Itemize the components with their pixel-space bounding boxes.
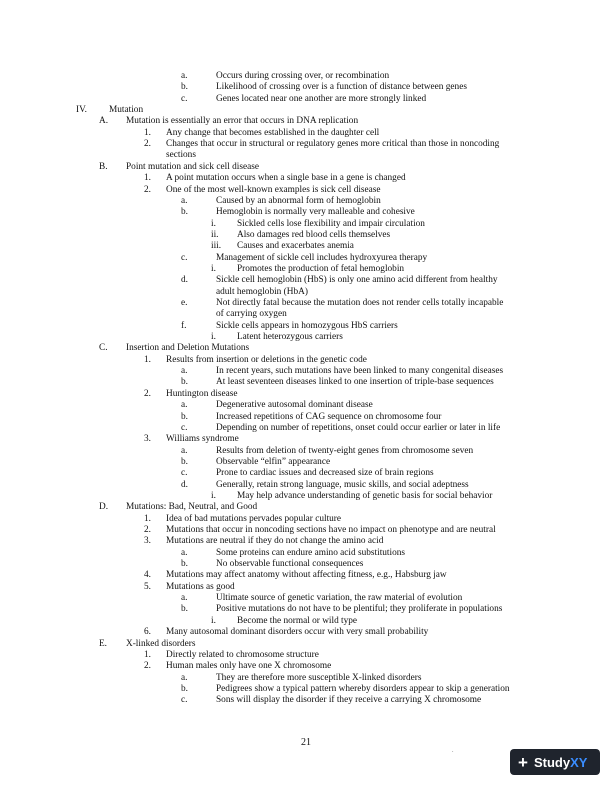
outline-marker: i. (211, 218, 216, 229)
outline-marker: e. (181, 298, 188, 308)
outline-marker: a. (181, 547, 188, 558)
outline-text: Results from insertion or deletions in the genetic code (166, 354, 367, 365)
outline-marker: 6. (144, 627, 151, 638)
outline-marker: a. (181, 445, 188, 456)
outline-text: adult hemoglobin (HbA) (216, 286, 308, 297)
outline-marker: 1. (144, 513, 151, 524)
outline-marker: c. (181, 93, 188, 104)
outline-text: Idea of bad mutations pervades popular culture (166, 513, 342, 524)
outline-marker: E. (99, 638, 108, 649)
outline-marker: 2. (144, 525, 151, 535)
outline-text: Human males only have one X chromosome (166, 661, 332, 672)
outline-marker: a. (181, 195, 188, 206)
outline-text: Pedigrees show a typical pattern whereby disorders appear to skip a generation (216, 683, 510, 694)
outline-text: Also damages red blood cells themselves (237, 229, 391, 240)
outline-marker: b. (181, 456, 188, 467)
outline-marker: 2. (144, 388, 151, 399)
outline-text: Positive mutations do not have to be plentiful; they proliferate in populations (216, 604, 503, 615)
outline-text: Become the normal or wild type (237, 615, 358, 626)
outline-text: Directly related to chromosome structure (166, 649, 319, 660)
outline-text: Increased repetitions of CAG sequence on chromosome four (216, 411, 442, 422)
outline-text: Ultimate source of genetic variation, the raw material of evolution (216, 593, 463, 604)
outline-text: May help advance understanding of genetic basis for social behavior (237, 490, 493, 501)
outline-text: Management of sickle cell includes hydroxyurea therapy (216, 252, 428, 263)
outline-text: Depending on number of repetitions, onset could occur earlier or later in life (216, 422, 501, 433)
outline-marker: f. (181, 320, 187, 331)
outline-marker: c. (181, 468, 188, 479)
brand-name-part1: Study (533, 754, 571, 770)
outline-text: Caused by an abnormal form of hemoglobin (216, 195, 381, 206)
outline-text: Mutations may affect anatomy without affecting fitness, e.g., Habsburg jaw (166, 570, 447, 581)
outline-text: Occurs during crossing over, or recombination (216, 71, 390, 81)
outline-text: A point mutation occurs when a single base in a gene is changed (166, 173, 406, 184)
outline-marker: 2. (144, 139, 151, 150)
outline-marker: A. (99, 116, 109, 127)
outline-marker: a. (181, 366, 188, 377)
outline-text: Point mutation and sick cell disease (126, 161, 259, 172)
outline-text: Mutations: Bad, Neutral, and Good (126, 502, 258, 513)
outline-text: Promotes the production of fetal hemoglobin (237, 263, 405, 274)
outline-marker: 2. (144, 184, 151, 195)
outline-marker: b. (181, 411, 188, 422)
outline-text: Changes that occur in structural or regulatory genes more critical than those in noncoding (166, 139, 500, 150)
outline-marker: 5. (144, 581, 151, 592)
outline-text: Degenerative autosomal dominant disease (216, 400, 373, 411)
outline-text: Williams syndrome (166, 434, 239, 445)
outline-text: Mutations are neutral if they do not change the amino acid (166, 536, 384, 547)
outline-text: Generally, retain strong language, music skills, and social adeptness (216, 479, 469, 490)
outline-text: Latent heterozygous carriers (237, 332, 343, 343)
outline-text: Likelihood of crossing over is a function of distance between genes (216, 82, 467, 93)
outline-text: Sickle cell hemoglobin (HbS) is only one amino acid different from healthy (216, 275, 498, 286)
outline-marker: a. (181, 593, 188, 604)
outline-text: of carrying oxygen (216, 309, 287, 320)
outline-marker: c. (181, 252, 188, 263)
outline-marker: 2. (144, 661, 151, 672)
outline-text: Hemoglobin is normally very malleable and cohesive (216, 207, 415, 218)
footer-dot: . (452, 748, 454, 754)
outline-text: One of the most well-known examples is sick cell disease (166, 184, 381, 195)
outline-text: Sons will display the disorder if they receive a carrying X chromosome (216, 695, 482, 706)
outline-marker: 3. (144, 434, 151, 445)
outline-marker: i. (211, 490, 216, 501)
outline-marker: d. (181, 275, 188, 286)
brand-name-part2: XY (570, 754, 588, 770)
outline-text: In recent years, such mutations have been linked to many congenital diseases (216, 366, 504, 377)
outline-text: Mutations that occur in noncoding sections have no impact on phenotype and are neutral (166, 525, 496, 535)
outline-text: They are therefore more susceptible X-linked disorders (216, 672, 422, 683)
outline-text: Mutation is essentially an error that occurs in DNA replication (126, 116, 359, 127)
outline-marker: i. (211, 615, 216, 626)
outline-marker: b. (181, 604, 188, 615)
outline-text: Mutation (109, 105, 144, 116)
outline-text: Causes and exacerbates anemia (237, 241, 354, 252)
outline-marker: IV. (76, 105, 87, 116)
outline-text: X-linked disorders (126, 638, 196, 649)
outline-marker: c. (181, 422, 188, 433)
outline-text: Huntington disease (166, 388, 238, 399)
outline-marker: 1. (144, 127, 151, 138)
outline-marker: 1. (144, 173, 151, 184)
outline-text: Observable “elfin” appearance (216, 456, 331, 467)
outline-text: Not directly fatal because the mutation does not render cells totally incapable (216, 298, 504, 308)
outline-marker: D. (99, 502, 109, 513)
outline-marker: b. (181, 683, 188, 694)
studyxy-badge[interactable] (510, 749, 600, 775)
outline-text: Genes located near one another are more strongly linked (216, 93, 427, 104)
outline-marker: c. (181, 695, 188, 706)
outline-marker: iii. (211, 241, 222, 252)
outline-marker: b. (181, 207, 188, 218)
outline-marker: b. (181, 82, 188, 93)
outline-text: Any change that becomes established in the daughter cell (166, 127, 380, 138)
outline-text: No observable functional consequences (216, 559, 364, 570)
outline-marker: i. (211, 332, 216, 343)
outline-marker: d. (181, 479, 188, 490)
outline-marker: a. (181, 71, 188, 81)
outline-marker: b. (181, 377, 188, 388)
outline-marker: i. (211, 263, 216, 274)
outline-marker: 1. (144, 354, 151, 365)
outline-marker: ii. (211, 229, 219, 240)
plus-icon: + (518, 752, 528, 772)
outline-text: sections (166, 150, 196, 161)
outline-marker: B. (99, 161, 108, 172)
outline-text: Some proteins can endure amino acid substitutions (216, 547, 406, 558)
outline-text: Mutations as good (166, 581, 235, 592)
outline-marker: 1. (144, 649, 151, 660)
outline-marker: 4. (144, 570, 151, 581)
outline-marker: C. (99, 343, 108, 354)
outline-text: At least seventeen diseases linked to one insertion of triple-base sequences (216, 377, 494, 388)
outline-marker: a. (181, 400, 188, 411)
outline-marker: a. (181, 672, 188, 683)
outline-marker: b. (181, 559, 188, 570)
outline-text: Sickle cells appears in homozygous HbS carriers (216, 320, 398, 331)
outline-text: Prone to cardiac issues and decreased size of brain regions (216, 468, 434, 479)
outline-text: Sickled cells lose flexibility and impair circulation (237, 218, 425, 229)
outline-text: Results from deletion of twenty-eight genes from chromosome seven (216, 445, 474, 456)
outline-text: Many autosomal dominant disorders occur with very small probability (166, 627, 429, 638)
outline-text: Insertion and Deletion Mutations (126, 343, 250, 354)
outline-marker: 3. (144, 536, 151, 547)
page-number: 21 (301, 737, 311, 748)
